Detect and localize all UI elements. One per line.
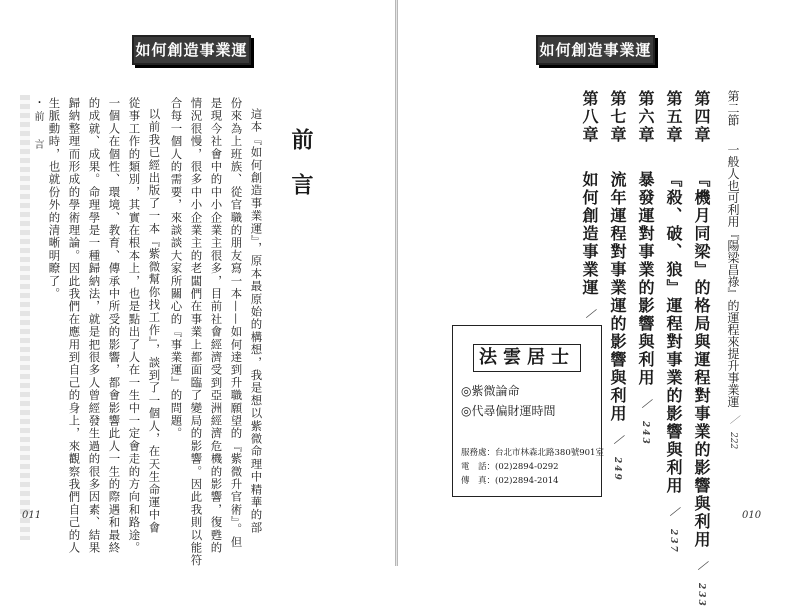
toc-page: 243 xyxy=(640,421,650,447)
toc-page-separator: ／ xyxy=(584,308,594,320)
toc-title: 『殺、破、狼』運程對事業的影響與利用 xyxy=(664,171,683,496)
contact-phone: 電 話：(02)2894-0292 xyxy=(461,462,559,472)
contact-address: 服務處：台北市林森北路380號901室 xyxy=(461,448,604,458)
author-ad-box xyxy=(452,325,602,497)
toc-title: 暴發運對事業的影響與利用 xyxy=(636,171,655,388)
header-banner-right: 如何創造事業運 xyxy=(536,35,655,65)
toc-page-separator: ／ xyxy=(668,506,678,518)
toc-chapter: 第二節 xyxy=(726,90,740,126)
body-column: 情況很慢，很多中小企業主的老闆們在事業上都面臨了變局的影響。因此我則以能符 xyxy=(189,97,204,567)
toc-title: 一般人也可利用『陽梁昌祿』的運程來提升事業運 xyxy=(726,143,740,408)
page-edge-decoration xyxy=(20,95,30,540)
toc-page-separator: ／ xyxy=(696,560,706,572)
service-item: ◎代尋偏財運時間 xyxy=(461,404,556,418)
preface-heading-char-1: 前 xyxy=(288,128,314,150)
toc-page: 222 xyxy=(728,432,738,450)
toc-chapter: 第四章 xyxy=(692,90,711,144)
toc-page-separator: ／ xyxy=(728,415,738,425)
body-column: 生脈動時，也就份外的清晰明瞭了。 xyxy=(47,97,62,301)
toc-entry-chapter-7 xyxy=(609,90,625,482)
toc-page: 233 xyxy=(696,583,706,608)
book-spine-fold xyxy=(395,0,398,566)
toc-title: 『機月同梁』的格局與運程對事業的影響與利用 xyxy=(692,171,711,550)
body-column: 這本『如何創造事業運』，原本最原始的構想，我是想以紫微命理中精華的部 xyxy=(249,108,264,535)
toc-page-separator: ／ xyxy=(640,398,650,410)
toc-entry-chapter-5 xyxy=(665,90,681,554)
toc-chapter: 第七章 xyxy=(608,90,627,144)
body-column: 從事工作的類別，其實在根本上，也是點出了人在一生中一定會走的方向和路途。 xyxy=(127,97,142,555)
toc-page: 249 xyxy=(612,457,622,483)
contact-fax: 傳 真：(02)2894-2014 xyxy=(461,476,559,486)
toc-entry-chapter-6 xyxy=(637,90,653,446)
toc-chapter: 第六章 xyxy=(636,90,655,144)
body-column: 一個人在個性、環境、教育、傳承中所受的影響，都會影響此人一生的際遇和最終 xyxy=(107,97,122,555)
toc-entry-chapter-4 xyxy=(693,90,709,608)
service-item: ◎紫微論命 xyxy=(461,384,520,398)
toc-entry-section xyxy=(727,90,739,450)
preface-heading-char-2: 言 xyxy=(288,173,314,195)
toc-title: 流年運程對事業運的影響與利用 xyxy=(608,171,627,424)
author-name: 法雲居士 xyxy=(473,344,581,372)
toc-chapter: 第八章 xyxy=(580,90,599,144)
page-number-left: 011 xyxy=(22,510,42,521)
body-column: 份來為上班族、從官職的朋友寫一本——如何達到升職願望的『紫微升官術』。但 xyxy=(229,97,244,549)
toc-page-separator: ／ xyxy=(612,434,622,446)
body-column: 合每一個人的需要，來談談大家所關心的『事業運』的問題。 xyxy=(169,97,184,440)
header-banner-left: 如何創造事業運 xyxy=(132,35,251,65)
body-column: 是現今社會中的中小企業主很多，目前社會經濟受到亞洲經濟危機的影響，復甦的 xyxy=(209,97,224,555)
body-column: 以前我已經出版了一本『紫微幫你找工作』，談到了一個人，在天生命運中會 xyxy=(147,108,162,535)
toc-chapter: 第五章 xyxy=(664,90,683,144)
toc-page: 237 xyxy=(668,529,678,555)
page-number-right: 010 xyxy=(742,510,762,521)
toc-entry-chapter-8 xyxy=(581,90,597,356)
running-head: ・前 言 xyxy=(32,97,43,153)
toc-title: 如何創造事業運 xyxy=(580,171,599,298)
body-column: 歸納整理而形成的學術理論。因此我們在應用到自己的身上，來觀察我們自己的人 xyxy=(67,97,82,555)
body-column: 的成就、成果。命理學是一種歸納法，就是把很多人曾經發生過的很多因素、結果 xyxy=(87,97,102,555)
